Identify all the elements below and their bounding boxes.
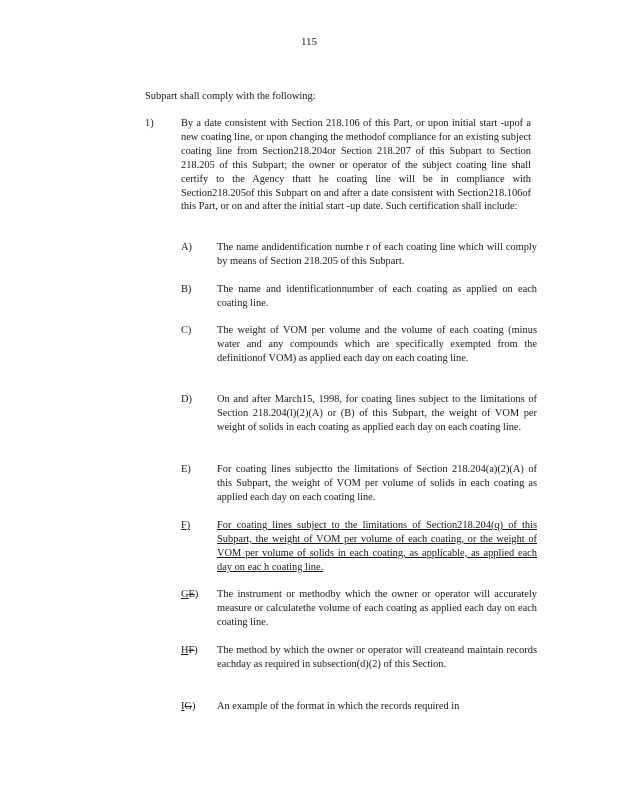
label-struck: E <box>188 589 195 600</box>
intro-sentence: Subpart shall comply with the following: <box>145 91 316 102</box>
subitem-label <box>181 644 213 658</box>
subitem-label: E) <box>181 464 191 475</box>
label-inserted: H <box>181 645 189 656</box>
label-paren: ) <box>191 701 196 712</box>
label-paren: ) <box>194 589 199 600</box>
label-inserted: I <box>181 701 185 712</box>
item-1-text: By a date consistent with Section 218.106 of this Part, or upon initial start -upof a new coating line, or upon changing the methodof compliance for an existing subject coating line from Section218.204or Section 218.207 of this Subpart to Section 218.205 of this Subpart; the owner or operator of the subject coating line shall certify to the Agency thatt he coating line will be in compliance with Section218.205of this Subpart on and after a date consistent with Section218.106of this Part, or on and after the initial start -up date. Such certification shall include: <box>181 118 531 213</box>
page-number: 115 <box>300 36 318 48</box>
subitem-label: C) <box>181 325 192 336</box>
subitem-text: The method by which the owner or operator will createand maintain records eachday as required in subsection(d)(2) of this Section. <box>217 645 537 670</box>
subitem-text: The name andidentification numbe r of each coating line which will comply by means of Section 218.205 of this Subpart. <box>217 242 537 267</box>
subitem-label: A) <box>181 242 192 253</box>
subitem-text: The weight of VOM per volume and the volume of each coating (minus water and any compounds which are specifically exempted from the definitionof VOM) as applied each day on each coating line. <box>217 325 537 364</box>
label-struck: G <box>184 701 192 712</box>
label-struck: F <box>188 645 195 656</box>
label-paren: ) <box>194 645 198 656</box>
subitem-text: An example of the format in which the records required in <box>217 701 460 712</box>
subitem-label <box>181 588 213 602</box>
subitem-label: B) <box>181 284 192 295</box>
subitem-text: On and after March15, 1998, for coating lines subject to the limitations of Section 218.204(l)(2)(A) or (B) of this Subpart, the weight of VOM per weight of solids in each coating as applied each day on each coating line. <box>217 394 537 433</box>
subitem-label: D) <box>181 394 192 405</box>
subitem-label: F) <box>181 520 191 531</box>
subitem-text-inserted: For coating lines subject to the limitations of Section218.204(q) of this Subpart, the weight of VOM per volume of each coating, or the weight of VOM per volume of solids in each coating, as applicable, as applied each day on eac h coating line. <box>217 520 537 573</box>
subitem-text: The name and identificationnumber of each coating as applied on each coating line. <box>217 284 537 309</box>
subitem-text: For coating lines subjectto the limitations of Section 218.204(a)(2)(A) of this Subpart, the weight of VOM per volume of solids in each coating as applied each day on each coating line. <box>217 464 537 503</box>
subitem-text: The instrument or methodby which the owner or operator will accurately measure or calculatethe volume of each coating as applied each day on each coating line. <box>217 589 537 628</box>
subitem-label <box>181 700 213 714</box>
label-inserted: G <box>181 589 189 600</box>
item-1-number: 1) <box>145 118 154 129</box>
